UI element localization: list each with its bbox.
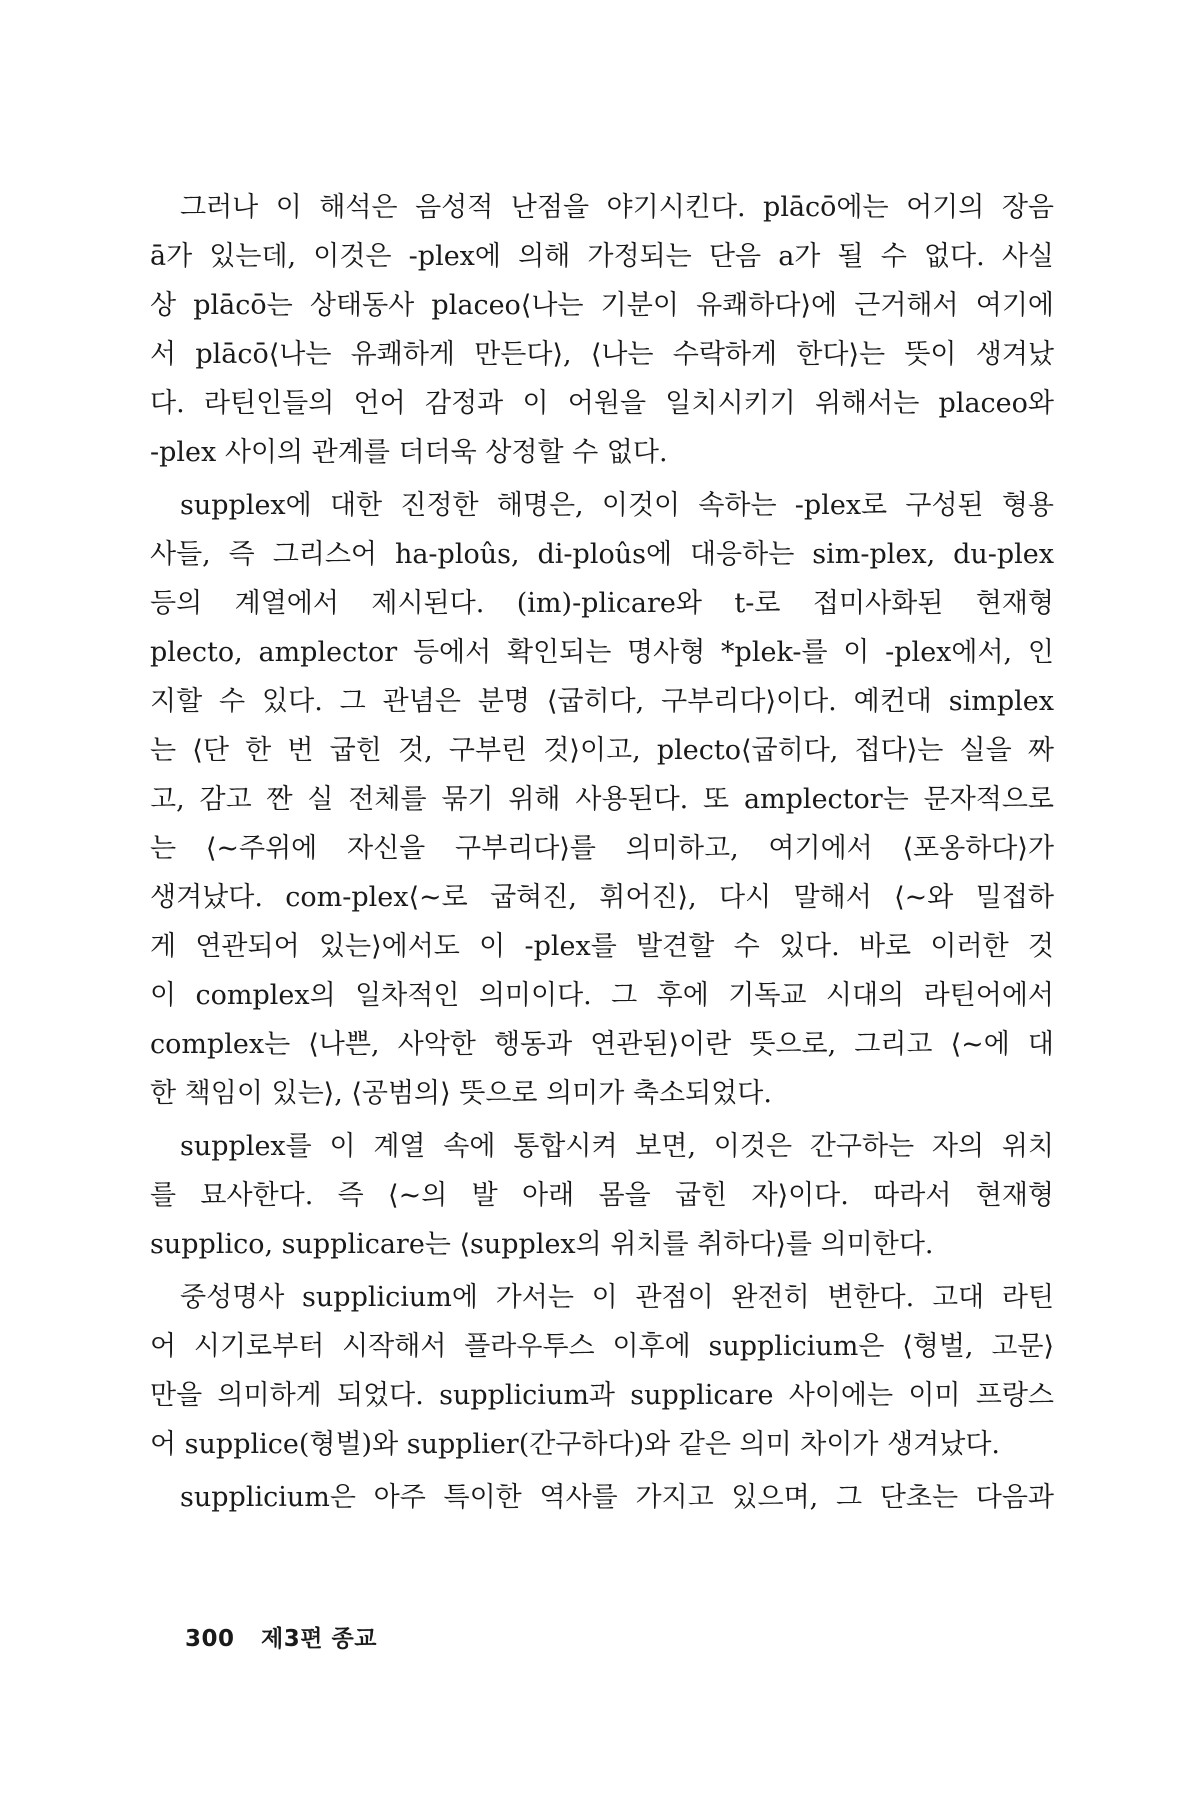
section-title: 제3편 종교 (261, 1626, 377, 1652)
text-line: 이 complex의 일차적인 의미이다. 그 후에 기독교 시대의 라틴어에서 (150, 980, 1054, 1011)
text-line: -plex 사이의 관계를 더더욱 상정할 수 없다. (150, 437, 668, 468)
text-line: supplicium은 아주 특이한 역사를 가지고 있으며, 그 단초는 다음과 (180, 1482, 1054, 1513)
text-line: 게 연관되어 있는⟩에서도 이 -plex를 발견할 수 있다. 바로 이러한 것 (150, 931, 1054, 962)
page-number: 300 (185, 1626, 235, 1652)
text-line: 는 ⟨단 한 번 굽힌 것, 구부린 것⟩이고, plecto⟨굽히다, 접다⟩는 실을 짜 (150, 735, 1054, 766)
text-line: supplex에 대한 진정한 해명은, 이것이 속하는 -plex로 구성된 형용 (180, 490, 1054, 521)
text-line: 만을 의미하게 되었다. supplicium과 supplicare 사이에는 이미 프랑스 (150, 1380, 1054, 1411)
paragraph-4 (150, 1273, 1054, 1469)
text-line: 고, 감고 짠 실 전체를 묶기 위해 사용된다. 또 amplector는 문자적으로 (150, 784, 1054, 815)
body-text (150, 183, 1054, 1526)
page-footer (185, 1620, 377, 1653)
text-line: 는 ⟨~주위에 자신을 구부리다⟩를 의미하고, 여기에서 ⟨포옹하다⟩가 (150, 833, 1054, 864)
text-line: complex는 ⟨나쁜, 사악한 행동과 연관된⟩이란 뜻으로, 그리고 ⟨~에 대 (150, 1029, 1054, 1060)
text-line: 등의 계열에서 제시된다. (im)-plicare와 t-로 접미사화된 현재형 (150, 588, 1054, 619)
text-line: 어 시기로부터 시작해서 플라우투스 이후에 supplicium은 ⟨형벌, 고문⟩ (150, 1331, 1054, 1362)
text-line: supplico, supplicare는 ⟨supplex의 위치를 취하다⟩를 의미한다. (150, 1229, 934, 1260)
text-line: 한 책임이 있는⟩, ⟨공범의⟩ 뜻으로 의미가 축소되었다. (150, 1078, 772, 1109)
paragraph-5 (150, 1473, 1054, 1522)
text-line: 사들, 즉 그리스어 ha-ploûs, di-ploûs에 대응하는 sim-plex, du-plex (150, 539, 1054, 570)
text-line: supplex를 이 계열 속에 통합시켜 보면, 이것은 간구하는 자의 위치 (180, 1131, 1054, 1162)
paragraph-3 (150, 1122, 1054, 1269)
text-line: 생겨났다. com-plex⟨~로 굽혀진, 휘어진⟩, 다시 말해서 ⟨~와 밀접하 (150, 882, 1054, 913)
paragraph-1 (150, 183, 1054, 477)
text-line: ā가 있는데, 이것은 -plex에 의해 가정되는 단음 a가 될 수 없다. 사실 (150, 241, 1054, 272)
text-line: 그러나 이 해석은 음성적 난점을 야기시킨다. plācō에는 어기의 장음 (180, 192, 1054, 223)
text-line: 지할 수 있다. 그 관념은 분명 ⟨굽히다, 구부리다⟩이다. 예컨대 simplex (150, 686, 1054, 717)
text-line: plecto, amplector 등에서 확인되는 명사형 *plek-를 이 -plex에서, 인 (150, 637, 1054, 668)
text-line: 어 supplice(형벌)와 supplier(간구하다)와 같은 의미 차이가 생겨났다. (150, 1429, 1001, 1460)
text-line: 다. 라틴인들의 언어 감정과 이 어원을 일치시키기 위해서는 placeo와 (150, 388, 1054, 419)
text-line: 중성명사 supplicium에 가서는 이 관점이 완전히 변한다. 고대 라틴 (180, 1282, 1054, 1313)
text-line: 상 plācō는 상태동사 placeo⟨나는 기분이 유쾌하다⟩에 근거해서 여기에 (150, 290, 1054, 321)
paragraph-2 (150, 481, 1054, 1118)
text-line: 서 plācō⟨나는 유쾌하게 만든다⟩, ⟨나는 수락하게 한다⟩는 뜻이 생겨났 (150, 339, 1054, 370)
text-line: 를 묘사한다. 즉 ⟨~의 발 아래 몸을 굽힌 자⟩이다. 따라서 현재형 (150, 1180, 1054, 1211)
